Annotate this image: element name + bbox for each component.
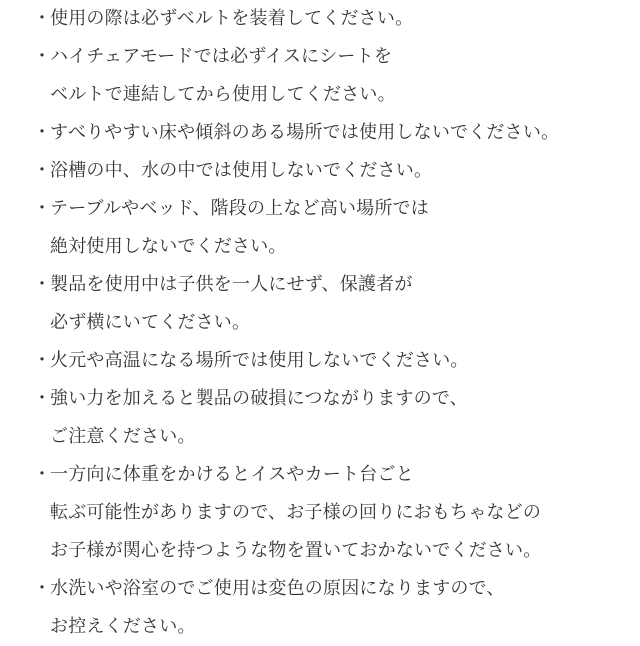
bullet-icon: ・ [33,578,51,599]
list-item [0,38,640,114]
notice-text: 一方向に体重をかけるとイスやカート台ごと [50,464,414,485]
bullet-icon: ・ [33,122,51,143]
list-item [0,114,640,152]
notice-text: 浴槽の中、水の中では使用しないでください。 [50,160,433,181]
notice-text: ご注意ください。 [50,426,196,447]
notice-text: 火元や高温になる場所では使用しないでください。 [50,350,469,371]
notice-text: 使用の際は必ずベルトを装着してください。 [50,8,414,29]
list-item [0,380,640,456]
notice-text: お子様が関心を持つような物を置いておかないでください。 [50,540,542,561]
bullet-icon: ・ [33,198,51,219]
list-item [0,0,640,38]
bullet-icon: ・ [33,388,51,409]
list-item [0,342,640,380]
bullet-icon: ・ [33,46,51,67]
notice-text: 絶対使用しないでください。 [50,236,287,257]
bullet-icon: ・ [33,160,51,181]
notice-text: 製品を使用中は子供を一人にせず、保護者が [50,274,413,295]
bullet-icon: ・ [33,274,51,295]
notice-text: 必ず横にいてください。 [50,312,251,333]
notice-text: 水洗いや浴室のでご使用は変色の原因になりますので、 [50,578,505,599]
bullet-icon: ・ [33,350,51,371]
list-item [0,456,640,570]
notice-text: お控えください。 [50,616,196,637]
bullet-icon: ・ [33,464,51,485]
list-item [0,266,640,342]
notice-text: テーブルやベッド、階段の上など高い場所では [50,198,429,219]
notice-text: ベルトで連結してから使用してください。 [50,84,396,105]
bullet-icon: ・ [33,8,51,29]
notice-text: 強い力を加えると製品の破損につながりますので、 [50,388,468,409]
list-item [0,152,640,190]
list-item [0,570,640,646]
notice-text: ハイチェアモードでは必ずイスにシートを [50,46,393,67]
list-item [0,190,640,266]
notice-text: すべりやすい床や傾斜のある場所では使用しないでください。 [50,122,560,143]
notice-text: 転ぶ可能性がありますので、お子様の回りにおもちゃなどの [50,502,542,523]
